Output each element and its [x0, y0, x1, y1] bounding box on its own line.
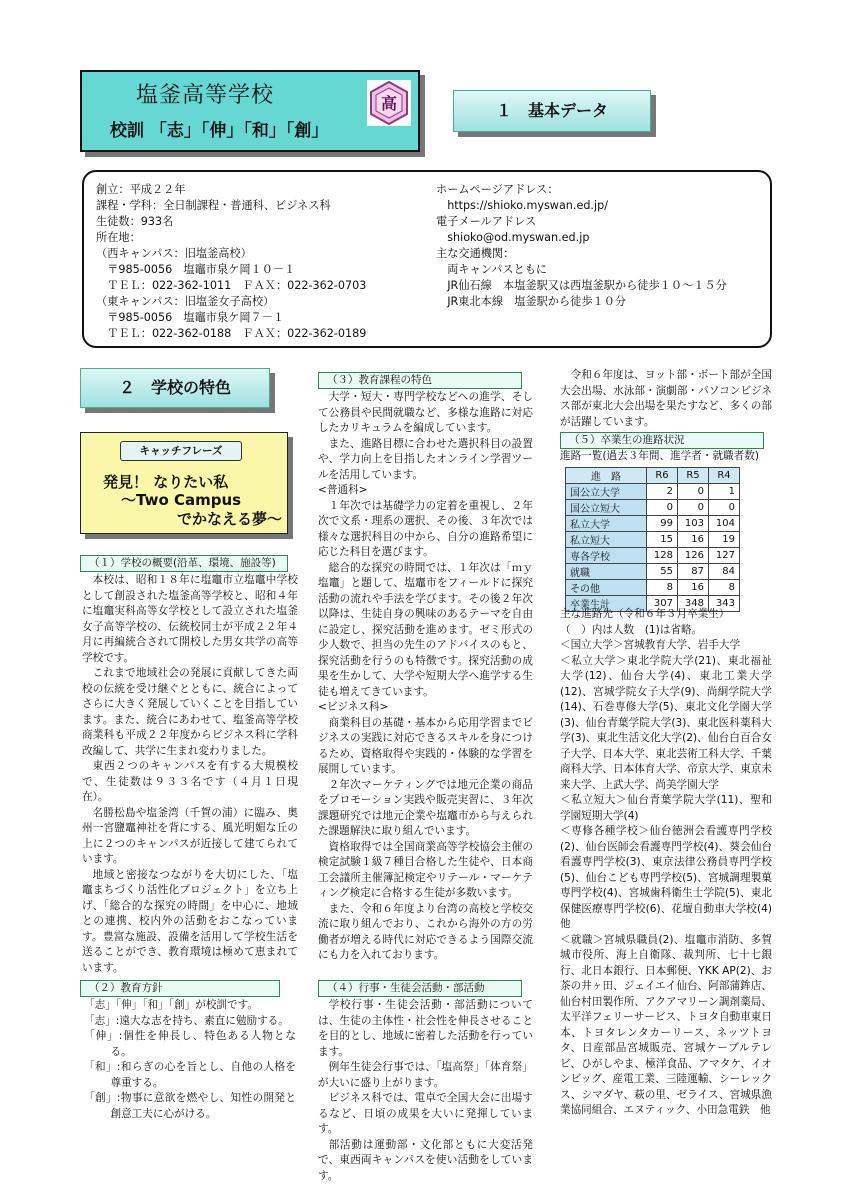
- table-cell: 0: [709, 500, 740, 516]
- table-row: [566, 548, 740, 564]
- paragraph: また、令和６年度より台湾の高校と学校交流に取り組んでおり、これから海外の方の労働者が増える時代に対応できるよう国際交流にも力を入れております。: [318, 902, 533, 961]
- destination-line: ＜私立短大＞仙台青葉学院大学(11)、聖和学園短期大学(4): [560, 794, 772, 822]
- table-header: 進 路: [566, 468, 647, 484]
- table-cell: 99: [647, 516, 678, 532]
- destination-line: （ ）内は人数 (1)は省略。: [560, 623, 703, 636]
- basic-info-line: shioko@od.myswan.ed.jp: [436, 231, 590, 244]
- paragraph: これまで地域社会の発展に貢献してきた両校の伝統を受け継ぐとともに、統合によってさらに大きく発展していくことを目指しています。また、統合にあわせて、塩釜高等学校商業科も平成２２年度からビジネス科に学科改編して、共学に生まれ変わりました。: [82, 667, 298, 757]
- col2-heading1: （３）教育課程の特色: [318, 372, 522, 389]
- table-cell: 348: [678, 596, 709, 612]
- basic-info-line: 〒985-0056 塩竈市泉ケ岡１０－１: [96, 263, 296, 276]
- section2-heading: ２ 学校の特色: [80, 368, 270, 408]
- paragraph: ビジネス科では、電卓で全国大会に出場するなど、日頃の成果を大いに発揮しています。: [318, 1092, 533, 1135]
- basic-info-line: https://shioko.myswan.ed.jp/: [436, 199, 608, 212]
- table-caption: 進路一覧(過去３年間、進学者・就職者数): [560, 450, 759, 462]
- table-cell: 1: [709, 484, 740, 500]
- table-header: R4: [709, 468, 740, 484]
- paragraph: 学校行事・生徒会活動・部活動については、生徒の主体性・社会性を伸長させることを目的とし、地域に密着した活動を行っています。: [318, 999, 533, 1058]
- table-cell: 128: [647, 548, 678, 564]
- graduate-table: [565, 467, 740, 612]
- destination-line: ＜国立大学＞宮城教育大学、岩手大学: [560, 639, 741, 651]
- paragraph: <ビジネス科>: [318, 701, 389, 713]
- row-label: その他: [566, 580, 647, 596]
- paragraph: 資格取得では全国商業高等学校協会主催の検定試験１級７種目合格した生徒や、日本商工会議所主催簿記検定やリテール・マーケティング検定に合格する生徒が多数います。: [318, 840, 533, 899]
- table-cell: 343: [709, 596, 740, 612]
- basic-info-line: 生徒数：933名: [96, 215, 174, 228]
- basic-info-line: 創立：平成２２年: [96, 183, 186, 196]
- basic-info-line: ホームページアドレス：: [436, 183, 559, 196]
- catchphrase-tag: キャッチフレーズ: [120, 441, 242, 461]
- destination-line: ＜専修各種学校＞仙台徳洲会看護専門学校(2)、仙台医師会看護専門学校(4)、葵会仙台看護専門学校(3)、東京法律公務員専門学校(5)、仙台こども専門学校(5)、宮城調理製菓専門学校(4)、宮城歯科衛生士学院(5)、東北保健医療専門学校(6)、花壇自動車大学校(4)他: [560, 825, 772, 930]
- section1-heading: １ 基本データ: [453, 90, 651, 132]
- table-row: [566, 532, 740, 548]
- table-cell: 2: [647, 484, 678, 500]
- basic-info-line: 所在地：: [96, 231, 141, 244]
- table-cell: 15: [647, 532, 678, 548]
- destination-line: 主な進路先（令和６年３月卒業生）: [560, 608, 730, 620]
- school-crest-icon: [367, 80, 411, 126]
- paragraph: 東西２つのキャンパスを有する大規模校で、生徒数は９３３名です（４月１日現在）。: [82, 760, 298, 803]
- row-label: 国公立短大: [566, 500, 647, 516]
- policy-line: 「和」:和らぎの心を旨とし、自他の人格を尊重する。: [84, 1061, 296, 1089]
- paragraph: 総合的な探究の時間では、１年次は「ｍｙ塩竈」と題して、塩竈市をフィールドに探究活動の流れや手法を学びます。その後２年次以降は、生徒自身の興味のあるテーマを自由に設定し、探究活動を進めます。ゼミ形式の少人数で、担当の先生のアドバイスのもと、探究活動を行うのも特徴です。探究活動の成果を生かして、大学や短期大学へ進学する生徒も増えてきています。: [318, 561, 533, 698]
- table-cell: 307: [647, 596, 678, 612]
- col1-paragraphs: [82, 573, 298, 976]
- row-label: 国公立大学: [566, 484, 647, 500]
- basic-info-line: 〒985-0056 塩竈市泉ケ岡７－１: [96, 311, 285, 324]
- col3-top-para: [560, 368, 772, 430]
- paragraph: 商業科目の基礎・基本から応用学習までビジネスの実践に対応できるスキルを身につけるため、資格取得や実践的・体験的な学習を展開しています。: [318, 716, 533, 775]
- basic-info-line: 主な交通機関：: [436, 247, 515, 260]
- policy-line: 「志」「伸」「和」「創」が校訓です。: [84, 999, 258, 1011]
- table-row: [566, 484, 740, 500]
- basic-info-line: （東キャンパス：旧塩釜女子高校）: [96, 295, 275, 308]
- row-label: 私立大学: [566, 516, 647, 532]
- school-motto: 校訓 「志」「伸」「和」「創」: [110, 121, 329, 141]
- basic-info-line: 両キャンパスともに: [436, 263, 548, 276]
- col1-policy: [84, 998, 296, 1122]
- basic-info-line: ＴＥＬ：022-362-0188 ＦＡＸ：022-362-0189: [96, 327, 367, 340]
- table-cell: 19: [709, 532, 740, 548]
- table-cell: 0: [678, 500, 709, 516]
- paragraph: <普通科>: [318, 484, 368, 496]
- grad-table-wrap: [565, 467, 740, 612]
- catch-line1: 発見！ なりたい私: [103, 473, 229, 491]
- table-row: [566, 564, 740, 580]
- table-cell: 0: [647, 500, 678, 516]
- table-cell: 16: [678, 580, 709, 596]
- col2-paragraphs: [318, 390, 533, 964]
- catch-line3: でかなえる夢～: [177, 510, 283, 528]
- school-title-box: [80, 70, 420, 152]
- table-cell: 127: [709, 548, 740, 564]
- table-row: [566, 500, 740, 516]
- col1-heading1: （１）学校の概要(沿革、環境、施設等): [80, 555, 288, 572]
- paragraph: １年次では基礎学力の定着を重視し、２年次で文系・理系の選択、その後、３年次では様々な選択科目の中から、自分の進路希望に応じた科目を選びます。: [318, 499, 533, 558]
- table-header: R5: [678, 468, 709, 484]
- basic-info-line: JR東北本線 塩釜駅から徒歩１０分: [436, 295, 627, 308]
- row-label: 卒業生計: [566, 596, 647, 612]
- col2-paragraphs2: [318, 998, 533, 1184]
- basic-info-line: JR仙石線 本塩釜駅又は西塩釜駅から徒歩１０～１５分: [436, 279, 727, 292]
- basic-left-column: [96, 182, 366, 342]
- paragraph: 名勝松島や塩釜湾（千賀の浦）に臨み、奥州一宮鹽竈神社を背にする、風光明媚な丘の上に２つのキャンパスが近接して建てられています。: [82, 806, 298, 865]
- row-label: 私立短大: [566, 532, 647, 548]
- table-cell: 104: [709, 516, 740, 532]
- school-name: 塩釜高等学校: [136, 83, 275, 108]
- col3-destinations: [560, 607, 772, 1119]
- basic-data-box: [82, 170, 772, 348]
- table-cell: 16: [678, 532, 709, 548]
- row-label: 専各学校: [566, 548, 647, 564]
- paragraph: ２年次マーケティングでは地元企業の商品をプロモーション実践や販売実習に、３年次課題研究では地元企業や塩竈市から与えられた課題解決に取り組んでいます。: [318, 778, 533, 837]
- basic-info-line: ＴＥＬ：022-362-1011 ＦＡＸ：022-362-0703: [96, 279, 367, 292]
- crest-char: 高: [380, 94, 398, 113]
- basic-right-column: [436, 182, 727, 310]
- table-header: R6: [647, 468, 678, 484]
- row-label: 就職: [566, 564, 647, 580]
- col3-top-text: 令和６年度は、ヨット部・ボート部が全国大会出場、水泳部・演劇部・パソコンビジネス部が東北大会出場を果たすなど、多くの部が活躍しています。: [560, 369, 772, 428]
- basic-info-line: 電子メールアドレス: [436, 215, 537, 228]
- col1-heading2: （２）教育方針: [80, 980, 280, 997]
- table-row: [566, 580, 740, 596]
- policy-line: 「志」:遠大な志を持ち、素直に勉励する。: [84, 1014, 289, 1027]
- table-row: [566, 516, 740, 532]
- table-cell: 8: [709, 580, 740, 596]
- paragraph: 地域と密接なつながりを大切にした、「塩竈まちづくり活性化プロジェクト」を立ち上げ、「総合的な探究の時間」を中心に、地域との連携、校内外の活動をおこなっています。豊富な施設、設備を活用して学校生活を送ることができ、教育環境は極めて恵まれています。: [82, 868, 298, 974]
- policy-line: 「伸」:個性を伸長し、特色ある人物となる。: [84, 1030, 296, 1058]
- destination-line: ＜就職＞宮城県職員(2)、塩竈市消防、多賀城市役所、海上自衛隊、裁判所、七十七銀行、北日本銀行、日本郵便、YKK AP(2)、お茶の井ヶ田、ジェイエイ仙台、阿部蒲鉾店、仙台村田製作所、アクアマリーン調剤薬局、太平洋フェリーサービス、トヨタ自動車東日本、トヨタレンタカーリース、ネッツトヨタ、日産部品宮城販売、宮城ケーブルテレビ、ひがしやま、極洋食品、アマタケ、イオンビッグ、産電工業、三陸運輸、シーレックス、シマダヤ、萩の里、ゼライス、宮城県漁業協同組合、エヌティック、小田急電鉄 他: [560, 933, 772, 1116]
- paragraph: 大学・短大・専門学校などへの進学、そして公務員や民間就職など、多様な進路に対応したカリキュラムを編成しています。: [318, 391, 533, 434]
- col3-heading: （５）卒業生の進路状況: [560, 432, 764, 449]
- paragraph: また、進路目標に合わせた選択科目の設置や、学力向上を目指したオンライン学習ツールを活用しています。: [318, 437, 533, 481]
- table-cell: 55: [647, 564, 678, 580]
- policy-line: 「創」:物事に意欲を燃やし、知性の開発と創意工夫に心がける。: [84, 1092, 296, 1120]
- basic-info-line: 課程・学科：全日制課程・普通科、ビジネス科: [96, 199, 331, 212]
- paragraph: 例年生徒会行事では、「塩高祭」「体育祭」が大いに盛り上がります。: [318, 1061, 533, 1089]
- table-cell: 87: [678, 564, 709, 580]
- paragraph: 本校は、昭和１８年に塩竈市立塩竈中学校として創設された塩釜高等学校と、昭和４年に塩竈実科高等女学校として設立された塩釜女子高等学校の、伝統校同士が平成２２年４月に再編統合されて開校した男女共学の高等学校です。: [82, 574, 298, 664]
- paragraph: 部活動は運動部・文化部ともに大変活発で、東西両キャンパスを使い活動をしています。: [318, 1138, 533, 1182]
- table-cell: 103: [678, 516, 709, 532]
- basic-info-line: （西キャンパス：旧塩釜高校）: [96, 247, 252, 260]
- table-cell: 8: [647, 580, 678, 596]
- table-cell: 126: [678, 548, 709, 564]
- catch-line2: ～Two Campus: [121, 491, 242, 509]
- table-cell: 84: [709, 564, 740, 580]
- table-cell: 0: [678, 484, 709, 500]
- col3-table-caption: [560, 449, 772, 465]
- destination-line: ＜私立大学＞東北学院大学(21)、東北福祉大学(12)、仙台大学(4)、東北工業大学(12)、宮城学院女子大学(9)、尚絅学院大学(14)、石巻専修大学(5)、東北文化学園大学(3)、仙台青葉学院大学(3)、東北医科薬科大学(3)、東北生活文化大学(2)、仙台白百合女子大学、日本大学、東北芸術工科大学、千葉商科大学、日本体育大学、帝京大学、東京未来大学、上武大学、尚美学園大学: [560, 654, 772, 791]
- col2-heading2: （４）行事・生徒会活動・部活動: [318, 980, 522, 997]
